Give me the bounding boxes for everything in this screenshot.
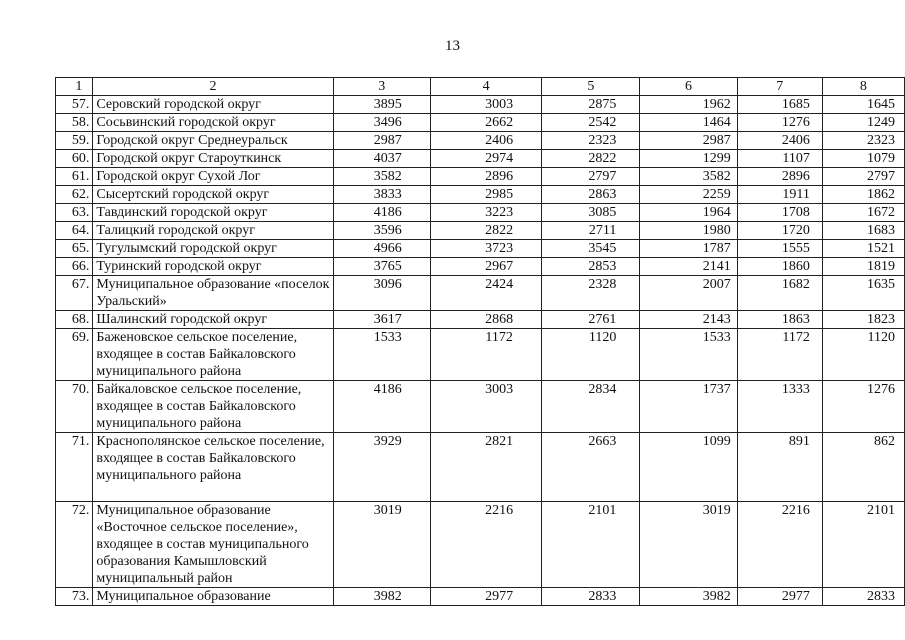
value-col-3: 4186 <box>333 381 430 433</box>
value-col-5: 2101 <box>542 502 640 588</box>
value-col-3: 3765 <box>333 258 430 276</box>
value-col-6: 2987 <box>640 132 737 150</box>
value-col-4: 1172 <box>430 329 541 381</box>
table-body <box>56 96 905 606</box>
table-row <box>56 150 905 168</box>
value-col-8: 1819 <box>822 258 904 276</box>
municipality-name: Шалинский городской округ <box>93 311 333 329</box>
value-col-3: 4037 <box>333 150 430 168</box>
municipality-name: Муниципальное образование «Восточное сельское поселение», входящее в состав муниципального образования Камышловский муниципальный район <box>93 502 333 588</box>
value-col-5: 2863 <box>542 186 640 204</box>
value-col-4: 2868 <box>430 311 541 329</box>
value-col-3: 3833 <box>333 186 430 204</box>
value-col-5: 3545 <box>542 240 640 258</box>
municipality-name: Сысертский городской округ <box>93 186 333 204</box>
table-row <box>56 168 905 186</box>
value-col-3: 3617 <box>333 311 430 329</box>
value-col-4: 2967 <box>430 258 541 276</box>
row-number: 61. <box>56 168 93 186</box>
value-col-7: 1172 <box>737 329 822 381</box>
row-number: 72. <box>56 502 93 588</box>
value-col-7: 1720 <box>737 222 822 240</box>
value-col-3: 2987 <box>333 132 430 150</box>
row-number: 66. <box>56 258 93 276</box>
value-col-7: 2406 <box>737 132 822 150</box>
value-col-4: 2662 <box>430 114 541 132</box>
value-col-7: 1107 <box>737 150 822 168</box>
value-col-6: 2141 <box>640 258 737 276</box>
value-col-8: 1862 <box>822 186 904 204</box>
value-col-5: 3085 <box>542 204 640 222</box>
value-col-4: 2822 <box>430 222 541 240</box>
value-col-5: 2822 <box>542 150 640 168</box>
value-col-8: 2797 <box>822 168 904 186</box>
value-col-6: 3982 <box>640 588 737 606</box>
value-col-4: 2424 <box>430 276 541 311</box>
municipality-name: Баженовское сельское поселение, входящее в состав Байкаловского муниципального района <box>93 329 333 381</box>
value-col-4: 2974 <box>430 150 541 168</box>
value-col-3: 3019 <box>333 502 430 588</box>
municipality-name: Тугулымский городской округ <box>93 240 333 258</box>
value-col-7: 1911 <box>737 186 822 204</box>
value-col-4: 3223 <box>430 204 541 222</box>
municipality-name: Муниципальное образование «поселок Уральский» <box>93 276 333 311</box>
table-row <box>56 329 905 381</box>
value-col-3: 3895 <box>333 96 430 114</box>
header-cell: 6 <box>640 78 737 96</box>
table-row <box>56 186 905 204</box>
row-number: 60. <box>56 150 93 168</box>
value-col-7: 2896 <box>737 168 822 186</box>
header-cell: 7 <box>737 78 822 96</box>
row-number: 73. <box>56 588 93 606</box>
value-col-7: 1682 <box>737 276 822 311</box>
value-col-7: 1860 <box>737 258 822 276</box>
value-col-4: 2977 <box>430 588 541 606</box>
header-cell: 8 <box>822 78 904 96</box>
value-col-7: 2216 <box>737 502 822 588</box>
value-col-6: 1980 <box>640 222 737 240</box>
value-col-3: 4186 <box>333 204 430 222</box>
value-col-7: 1276 <box>737 114 822 132</box>
value-col-5: 2834 <box>542 381 640 433</box>
value-col-8: 1079 <box>822 150 904 168</box>
value-col-3: 3982 <box>333 588 430 606</box>
table-row <box>56 258 905 276</box>
municipality-name: Талицкий городской округ <box>93 222 333 240</box>
value-col-4: 3003 <box>430 381 541 433</box>
value-col-8: 2101 <box>822 502 904 588</box>
table-row <box>56 114 905 132</box>
value-col-7: 1863 <box>737 311 822 329</box>
municipality-name: Городской округ Староуткинск <box>93 150 333 168</box>
value-col-5: 2542 <box>542 114 640 132</box>
municipality-name: Муниципальное образование <box>93 588 333 606</box>
value-col-5: 2853 <box>542 258 640 276</box>
value-col-6: 1299 <box>640 150 737 168</box>
municipality-name: Байкаловское сельское поселение, входящее в состав Байкаловского муниципального района <box>93 381 333 433</box>
value-col-8: 1276 <box>822 381 904 433</box>
table-row <box>56 96 905 114</box>
value-col-8: 862 <box>822 433 904 502</box>
value-col-5: 2711 <box>542 222 640 240</box>
value-col-3: 3096 <box>333 276 430 311</box>
value-col-3: 3582 <box>333 168 430 186</box>
table-row <box>56 502 905 588</box>
header-cell: 3 <box>333 78 430 96</box>
value-col-5: 2833 <box>542 588 640 606</box>
municipality-name: Серовский городской округ <box>93 96 333 114</box>
value-col-6: 1964 <box>640 204 737 222</box>
value-col-5: 2323 <box>542 132 640 150</box>
value-col-6: 3019 <box>640 502 737 588</box>
table-row <box>56 311 905 329</box>
value-col-6: 2259 <box>640 186 737 204</box>
value-col-7: 891 <box>737 433 822 502</box>
municipality-name: Городской округ Сухой Лог <box>93 168 333 186</box>
value-col-5: 2761 <box>542 311 640 329</box>
value-col-5: 2875 <box>542 96 640 114</box>
municipality-name: Туринский городской округ <box>93 258 333 276</box>
table-row <box>56 381 905 433</box>
value-col-3: 4966 <box>333 240 430 258</box>
page-number: 13 <box>445 38 460 54</box>
value-col-6: 1737 <box>640 381 737 433</box>
row-number: 71. <box>56 433 93 502</box>
value-col-5: 2663 <box>542 433 640 502</box>
header-cell: 5 <box>542 78 640 96</box>
value-col-3: 3929 <box>333 433 430 502</box>
value-col-7: 2977 <box>737 588 822 606</box>
row-number: 62. <box>56 186 93 204</box>
value-col-8: 1635 <box>822 276 904 311</box>
value-col-4: 2896 <box>430 168 541 186</box>
value-col-8: 2323 <box>822 132 904 150</box>
value-col-8: 1672 <box>822 204 904 222</box>
municipality-name: Сосьвинский городской округ <box>93 114 333 132</box>
value-col-8: 1521 <box>822 240 904 258</box>
header-cell: 4 <box>430 78 541 96</box>
row-number: 63. <box>56 204 93 222</box>
value-col-4: 2406 <box>430 132 541 150</box>
row-number: 68. <box>56 311 93 329</box>
data-table <box>55 77 905 606</box>
value-col-5: 2797 <box>542 168 640 186</box>
value-col-7: 1708 <box>737 204 822 222</box>
value-col-6: 1099 <box>640 433 737 502</box>
municipality-name: Краснополянское сельское поселение, входящее в состав Байкаловского муниципального района <box>93 433 333 502</box>
header-cell: 1 <box>56 78 93 96</box>
value-col-8: 1645 <box>822 96 904 114</box>
header-cell: 2 <box>93 78 333 96</box>
value-col-8: 1249 <box>822 114 904 132</box>
value-col-7: 1685 <box>737 96 822 114</box>
value-col-8: 1823 <box>822 311 904 329</box>
value-col-7: 1555 <box>737 240 822 258</box>
value-col-6: 1962 <box>640 96 737 114</box>
table-row <box>56 276 905 311</box>
value-col-6: 2143 <box>640 311 737 329</box>
row-number: 58. <box>56 114 93 132</box>
table-row <box>56 433 905 502</box>
value-col-6: 1533 <box>640 329 737 381</box>
municipality-name: Городской округ Среднеуральск <box>93 132 333 150</box>
table-row <box>56 240 905 258</box>
value-col-3: 1533 <box>333 329 430 381</box>
row-number: 57. <box>56 96 93 114</box>
row-number: 65. <box>56 240 93 258</box>
value-col-8: 2833 <box>822 588 904 606</box>
value-col-3: 3596 <box>333 222 430 240</box>
value-col-7: 1333 <box>737 381 822 433</box>
value-col-8: 1120 <box>822 329 904 381</box>
table-row <box>56 132 905 150</box>
value-col-8: 1683 <box>822 222 904 240</box>
row-number: 69. <box>56 329 93 381</box>
value-col-4: 2216 <box>430 502 541 588</box>
municipality-name: Тавдинский городской округ <box>93 204 333 222</box>
table-row <box>56 222 905 240</box>
value-col-4: 3003 <box>430 96 541 114</box>
table-row <box>56 204 905 222</box>
value-col-6: 1464 <box>640 114 737 132</box>
value-col-4: 2985 <box>430 186 541 204</box>
value-col-3: 3496 <box>333 114 430 132</box>
value-col-6: 3582 <box>640 168 737 186</box>
value-col-4: 2821 <box>430 433 541 502</box>
row-number: 59. <box>56 132 93 150</box>
header-row <box>56 78 905 96</box>
row-number: 70. <box>56 381 93 433</box>
value-col-5: 2328 <box>542 276 640 311</box>
row-number: 64. <box>56 222 93 240</box>
row-number: 67. <box>56 276 93 311</box>
value-col-5: 1120 <box>542 329 640 381</box>
table-row <box>56 588 905 606</box>
value-col-4: 3723 <box>430 240 541 258</box>
value-col-6: 2007 <box>640 276 737 311</box>
value-col-6: 1787 <box>640 240 737 258</box>
